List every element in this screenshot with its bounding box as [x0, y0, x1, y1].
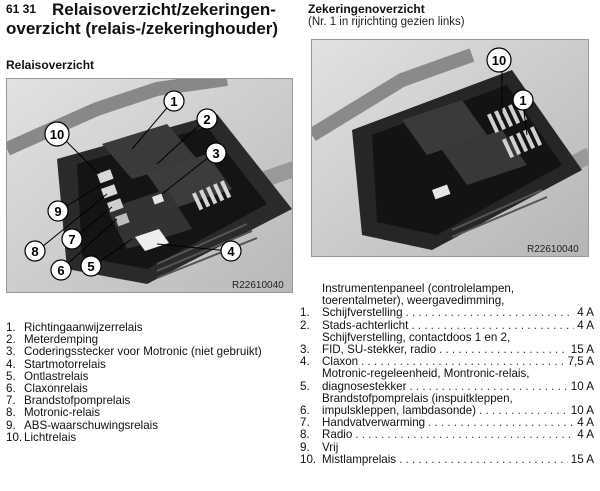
callout-10	[45, 122, 69, 146]
callout-2	[197, 109, 217, 129]
list-item: 5. Motronic-regeleenheid, Montronic-relais, diagnosestekker . . . 10 A	[300, 368, 594, 392]
figure-reference: R22610040	[527, 244, 579, 255]
list-item: 1. Richtingaanwijzerrelais	[6, 321, 143, 334]
list-item: 6. Brandstofpomprelais (inspuitkleppen, impulskleppen, lambdasonde) . . . 10 A	[300, 393, 594, 417]
svg-text:10: 10	[49, 127, 65, 142]
list-item: 7. Handvatverwarming . . . 4 A	[300, 417, 594, 429]
list-item: 8. Motronic-relais	[6, 406, 101, 420]
list-item: 2. Meterdemping	[6, 333, 99, 347]
page-title-line1: Relaisoverzicht/zekeringen-	[52, 0, 276, 19]
list-item: 4. Startmotorrelais	[6, 357, 106, 371]
svg-text:2: 2	[203, 112, 211, 127]
svg-text:1: 1	[519, 93, 527, 108]
list-item: 2. Stads-achterlicht . . . 4 A	[300, 320, 594, 332]
svg-text:8: 8	[31, 244, 39, 259]
callout-3	[206, 143, 226, 163]
callout-5	[81, 256, 101, 276]
figure-reference: R22610040	[232, 280, 284, 291]
svg-text:1: 1	[170, 94, 178, 109]
relay-box-photo	[6, 78, 293, 293]
list-item: 1. Instrumentenpaneel (controlelampen, toerentalmeter), weergavedimming, Schijfverstelling . . . 4 A	[300, 283, 594, 320]
svg-text:4: 4	[227, 244, 235, 259]
list-item: 6. Claxonrelais	[6, 382, 88, 396]
callout-8	[25, 241, 45, 261]
svg-text:10: 10	[491, 53, 507, 68]
page-title-line2: overzicht (relais-/zekeringhouder)	[6, 19, 279, 38]
callout-10	[487, 48, 511, 72]
svg-text:6: 6	[57, 263, 65, 278]
fuse-list	[300, 283, 594, 466]
fuse-overview-subheading: (Nr. 1 in rijrichting gezien links)	[308, 16, 465, 28]
list-item: 7. Brandstofpomprelais	[6, 394, 131, 408]
list-item: 5. Ontlastrelais	[6, 369, 89, 383]
list-item: 10. Lichtrelais	[6, 430, 77, 444]
relay-overview-heading: Relaisoverzicht	[6, 58, 95, 72]
svg-text:9: 9	[54, 204, 62, 219]
callout-4	[221, 241, 241, 261]
callout-1	[164, 91, 184, 111]
fuse-box-photo	[311, 39, 589, 257]
list-item: 4. Claxon . . . 7,5 A	[300, 356, 594, 368]
callout-6	[51, 260, 71, 280]
callout-1	[513, 90, 533, 110]
fuse-overview-heading: Zekeringenoverzicht	[308, 2, 425, 16]
list-item: 3. Schijfverstelling, contactdoos 1 en 2, FID, SU-stekker, radio . . . 15 A	[300, 332, 594, 356]
list-item: 9. ABS-waarschuwingsrelais	[6, 418, 159, 432]
relay-list	[6, 322, 301, 444]
list-item: 8. Radio . . . 4 A	[300, 429, 594, 441]
list-item: 3. Coderingsstecker voor Motronic (niet gebruikt)	[6, 345, 262, 359]
list-item: 10. Mistlamprelais . . . 15 A	[300, 454, 594, 466]
list-item: 9. Vrij	[300, 440, 339, 454]
svg-text:7: 7	[68, 232, 76, 247]
callout-7	[62, 229, 82, 249]
svg-text:3: 3	[212, 146, 220, 161]
section-code: 61 31	[6, 2, 37, 16]
svg-text:5: 5	[87, 259, 95, 274]
callout-9	[48, 201, 68, 221]
